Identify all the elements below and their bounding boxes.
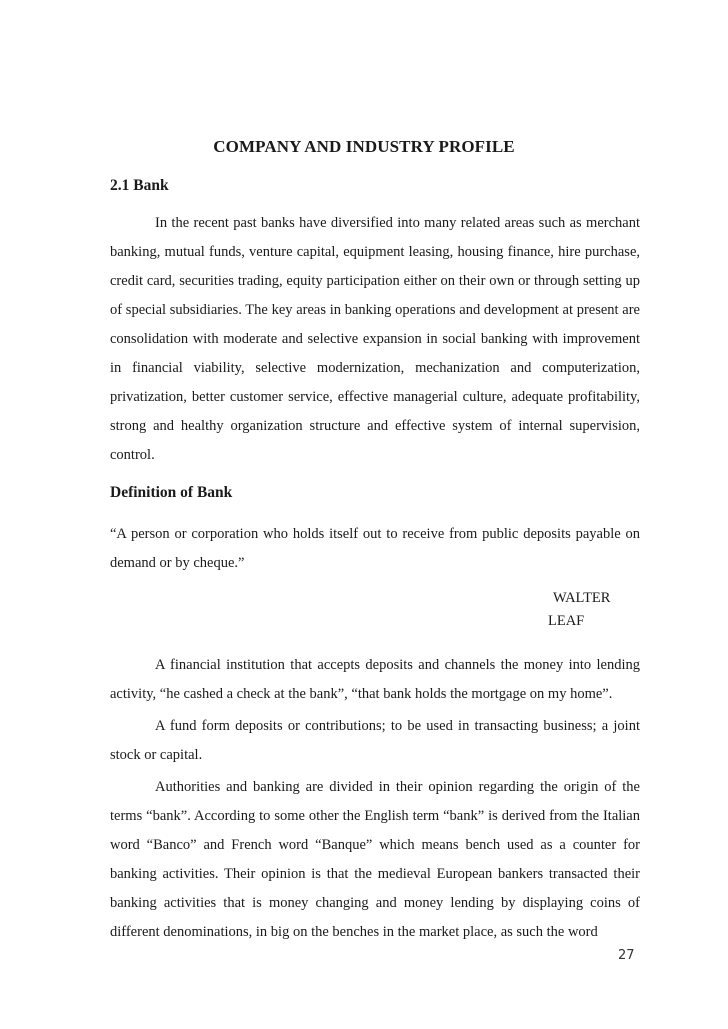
intro-paragraph: In the recent past banks have diversified into many related areas such as merchant banking, mutual funds, venture capital, equipment leasing, housing finance, hire purchase, credit card, securities trading, equity participation either on their own or through setting up of special subsidiaries. The key areas in banking operations and development at present are consolidation with moderate and selective expansion in social banking with improvement in financial viability, selective modernization, mechanization and computerization, privatization, better customer service, effective managerial culture, adequate profitability, strong and healthy organization structure and effective system of internal supervision, control. (110, 215, 640, 463)
paragraph-financial-institution: A financial institution that accepts deposits and channels the money into lending activity, “he cashed a check at the bank”, “that bank holds the mortgage on my home”. (110, 657, 640, 702)
page-title: COMPANY AND INDUSTRY PROFILE (213, 137, 515, 156)
author-first-name: WALTER (553, 590, 611, 606)
definition-heading: Definition of Bank (110, 484, 233, 501)
page-number: 27 (618, 948, 635, 963)
paragraph-authorities: Authorities and banking are divided in their opinion regarding the origin of the terms “bank”. According to some other the English term “bank” is derived from the Italian word “Banco” and French word “Banque” which means bench used as a counter for banking activities. Their opinion is that the medieval European bankers transacted their banking activities that is money changing and money lending by displaying coins of different denominations, in big on the benches in the market place, as such the word (110, 779, 640, 940)
paragraph-fund: A fund form deposits or contributions; to be used in transacting business; a joint stock or capital. (110, 718, 640, 763)
author-last-name: LEAF (548, 613, 585, 629)
section-heading: 2.1 Bank (110, 177, 169, 194)
definition-quote: “A person or corporation who holds itself out to receive from public deposits payable on demand or by cheque.” (110, 526, 640, 571)
